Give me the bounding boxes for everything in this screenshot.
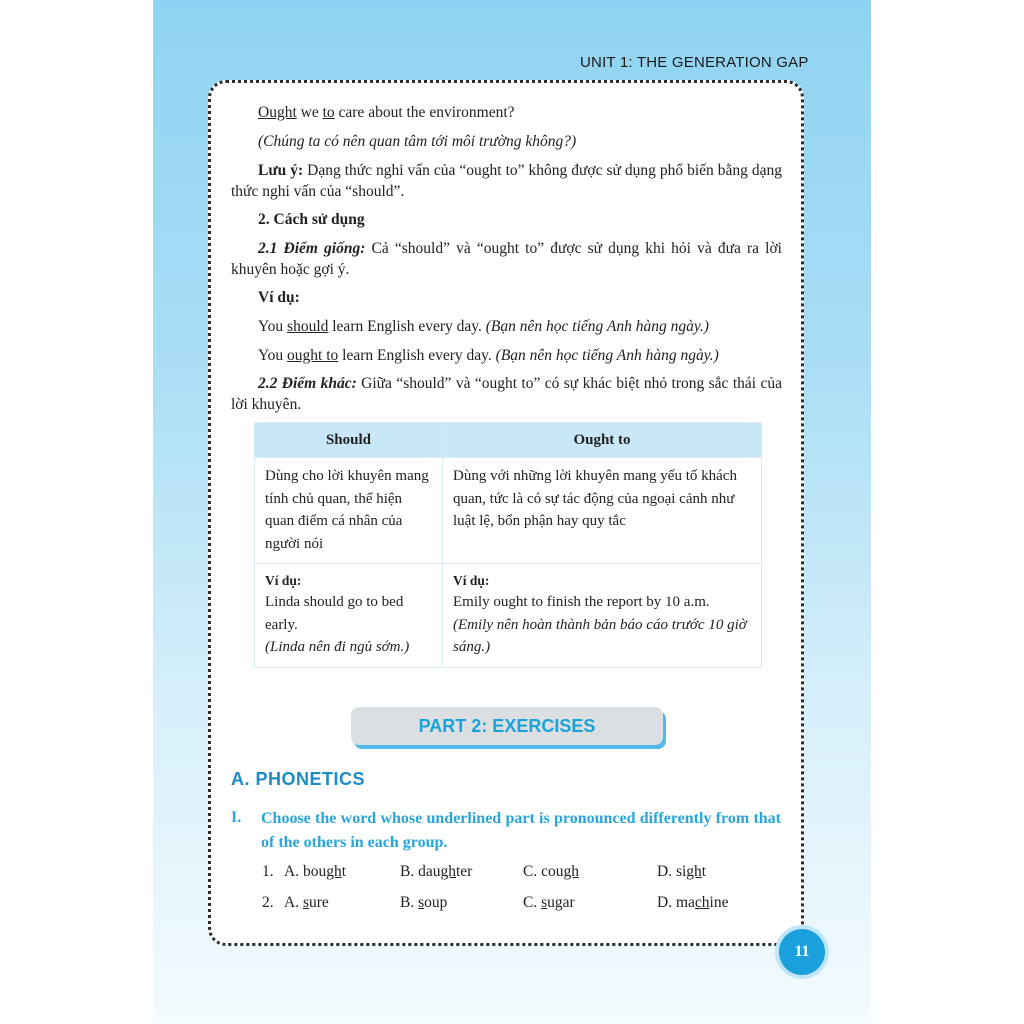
text-span: B. <box>400 894 419 911</box>
text-span: (Linda nên đi ngủ sớm.) <box>265 639 410 655</box>
example-sentence-1 <box>258 316 709 337</box>
text-span: ine <box>709 894 729 911</box>
option-2b <box>400 894 447 912</box>
row-number: 2. <box>262 894 274 911</box>
text-span: (Bạn nên học tiếng Anh hàng ngày.) <box>495 347 719 364</box>
example-question-translation: (Chúng ta có nên quan tâm tới môi trường không?) <box>258 133 577 150</box>
similarity-label: 2.1 Điểm giống: <box>258 240 366 257</box>
text-span: A. <box>284 894 303 911</box>
text-span: (Emily nên hoàn thành bản báo cáo trước 10 giờ sáng.) <box>453 616 747 655</box>
underlined-ought: Ought <box>258 104 297 121</box>
text-span: oup <box>424 894 448 911</box>
section-heading: 2. Cách sử dụng <box>258 211 365 228</box>
part-banner: PART 2: EXERCISES <box>351 707 663 745</box>
table-cell <box>255 564 443 668</box>
table-row <box>255 564 762 668</box>
table-header: Ought to <box>443 423 762 458</box>
text-span: D. si <box>657 863 687 880</box>
table-cell: Dùng cho lời khuyên mang tính chủ quan, thể hiện quan điểm cá nhân của người nói <box>255 458 443 564</box>
option-2a <box>284 894 329 912</box>
text-span: Ví dụ: <box>265 573 302 588</box>
text-span: s <box>418 894 425 911</box>
row-number: 1. <box>262 863 274 880</box>
text-span: gh <box>440 863 456 880</box>
option-1c <box>523 863 579 881</box>
text-span: s <box>541 894 548 911</box>
table-cell: Dùng với những lời khuyên mang yếu tố khách quan, tức là có sự tác động của ngoại cảnh như luật lệ, bổn phận hay quy tắc <box>443 458 762 564</box>
question-text: Choose the word whose underlined part is pronounced differently from that of the others in each group. <box>261 810 781 851</box>
text-span: gh <box>686 863 702 880</box>
note-label: Lưu ý: <box>258 162 304 179</box>
option-2d <box>657 894 728 912</box>
text-span: should <box>287 318 329 335</box>
text-span: care about the environment? <box>334 104 515 121</box>
text-span: learn English every day. <box>328 318 486 335</box>
unit-title: UNIT 1: THE GENERATION GAP <box>580 54 809 71</box>
text-span: t <box>701 863 707 880</box>
text-span: Ví dụ: <box>453 573 490 588</box>
page-number-badge: 11 <box>779 929 825 975</box>
text-span: Linda should go to bed early. <box>265 594 404 633</box>
text-span: Emily ought to finish the report by 10 a.m. <box>453 594 710 610</box>
option-1a <box>284 863 346 881</box>
text-span: gh <box>563 863 579 880</box>
text-span: ter <box>455 863 473 880</box>
content-card <box>208 80 804 946</box>
text-span: ugar <box>547 894 575 911</box>
text-span: ch <box>694 894 710 911</box>
option-1b <box>400 863 472 881</box>
text-span: A. bou <box>284 863 327 880</box>
text-span: You <box>258 318 288 335</box>
text-span: s <box>302 894 309 911</box>
comparison-table <box>254 422 762 668</box>
difference-text: Giữa “should” và “ought to” có sự khác biệt nhỏ trong sắc thái của lời khuyên. <box>231 375 782 413</box>
text-span: we <box>296 104 323 121</box>
option-1d <box>657 863 706 881</box>
text-span: t <box>341 863 347 880</box>
text-span: learn English every day. <box>338 347 496 364</box>
option-2c <box>523 894 575 912</box>
text-span: ought to <box>287 347 339 364</box>
example-label: Ví dụ: <box>258 289 300 306</box>
example-question <box>258 102 515 123</box>
example-sentence-2 <box>258 345 719 366</box>
difference-paragraph <box>231 373 782 415</box>
question-number: I. <box>231 809 242 826</box>
table-header-row <box>255 423 762 458</box>
table-cell <box>443 564 762 668</box>
text-span: B. dau <box>400 863 441 880</box>
similarity-text: Cả “should” và “ought to” được sử dụng khi hỏi và đưa ra lời khuyên hoặc gợi ý. <box>231 240 782 278</box>
similarity-paragraph <box>231 238 782 280</box>
text-span: gh <box>326 863 342 880</box>
text-span: C. cou <box>523 863 564 880</box>
text-span: C. <box>523 894 542 911</box>
text-span: D. ma <box>657 894 695 911</box>
note-text: Dạng thức nghi vấn của “ought to” không được sử dụng phổ biến bằng dạng thức nghi vấn của “should”. <box>231 162 782 200</box>
difference-label: 2.2 Điểm khác: <box>258 375 357 392</box>
note-paragraph <box>231 160 782 202</box>
table-header: Should <box>255 423 443 458</box>
text-span: You <box>258 347 288 364</box>
table-row <box>255 458 762 564</box>
section-title: A. PHONETICS <box>231 769 366 789</box>
text-span: ure <box>309 894 329 911</box>
underlined-to: to <box>322 104 335 121</box>
text-span: (Bạn nên học tiếng Anh hàng ngày.) <box>485 318 709 335</box>
